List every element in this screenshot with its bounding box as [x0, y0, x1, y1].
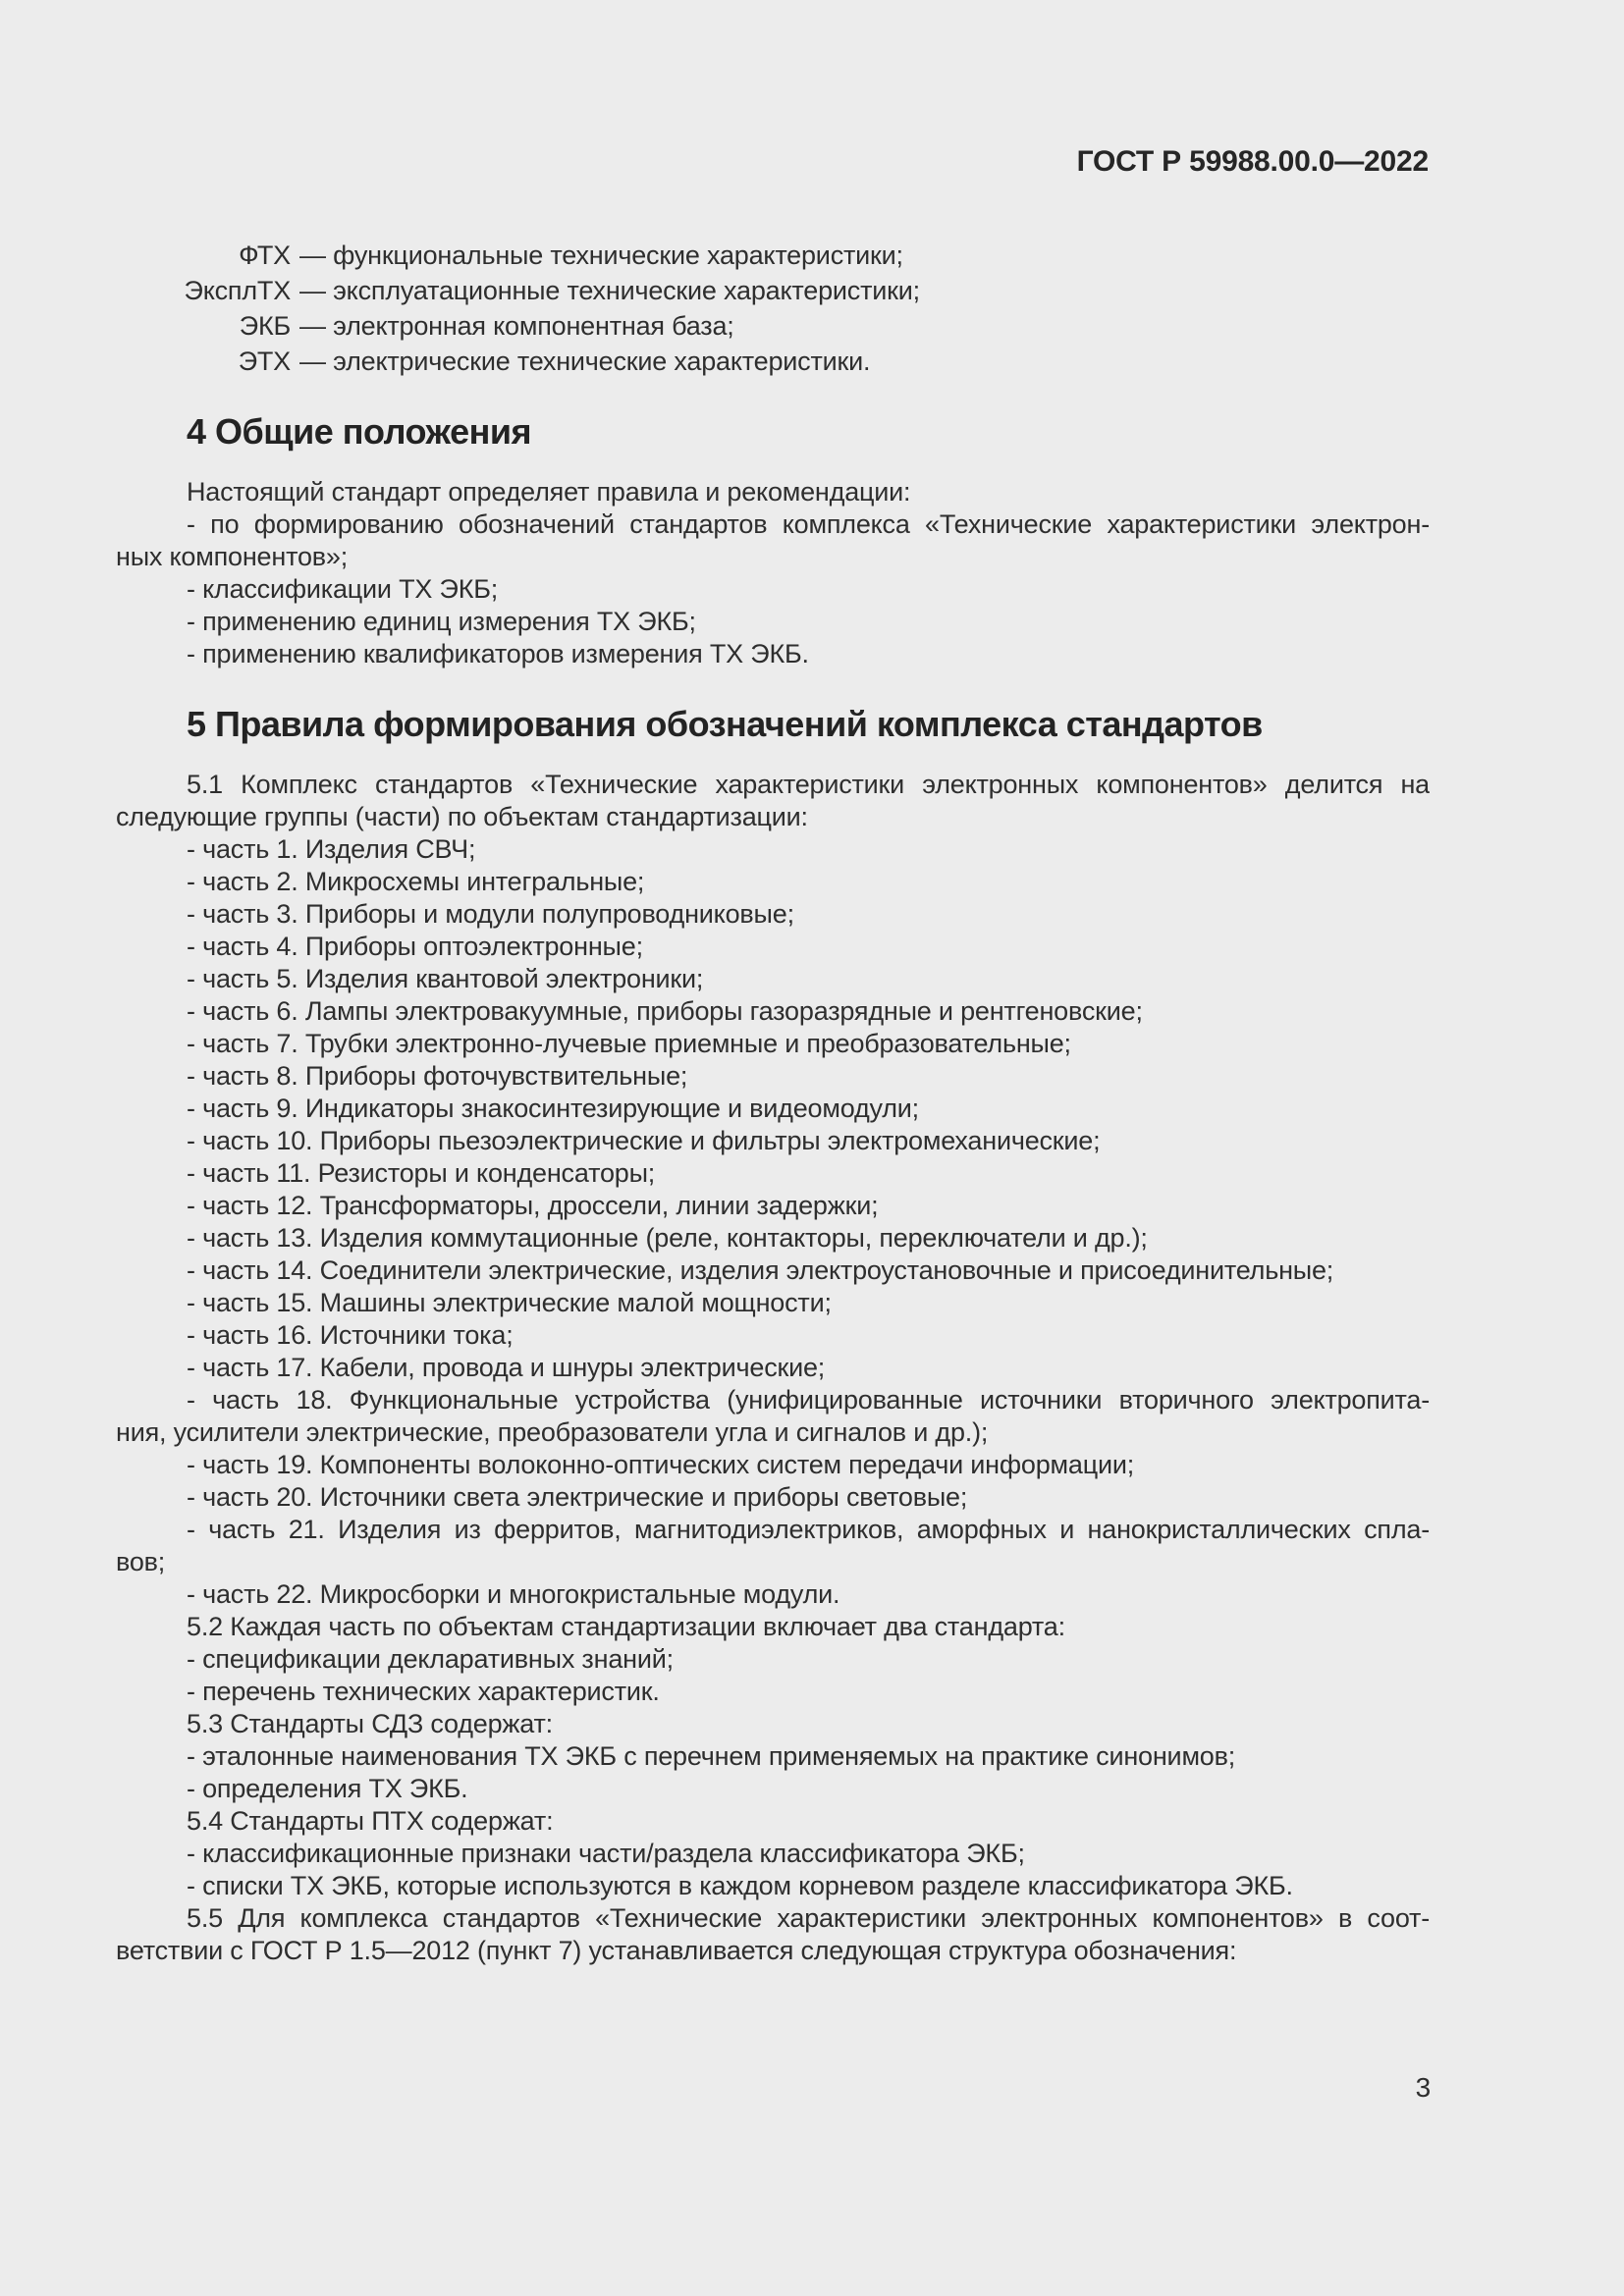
text-line: - часть 20. Источники света электрические и приборы световые; [187, 1482, 968, 1512]
abbreviation-row [116, 273, 1430, 308]
text-line: - часть 6. Лампы электровакуумные, приборы газоразрядные и рентгеновские; [187, 996, 1143, 1026]
text-line: - часть 9. Индикаторы знакосинтезирующие и видеомодули; [187, 1094, 919, 1123]
abbreviation-list [116, 238, 1430, 379]
abbreviation-row [116, 238, 1430, 273]
text-line: 5.4 Стандарты ПТХ содержат: [187, 1806, 554, 1836]
abbreviation-term: ФТХ [239, 240, 291, 270]
abbreviation-definition: — электронная компонентная база; [299, 311, 734, 341]
abbreviation-term: ЭксплТХ [184, 276, 291, 305]
page-content [116, 0, 1430, 1967]
text-line: - часть 5. Изделия квантовой электроники; [187, 964, 704, 993]
abbreviation-definition: — эксплуатационные технические характеристики; [299, 276, 920, 305]
text-line: 5.2 Каждая часть по объектам стандартизации включает два стандарта: [187, 1612, 1065, 1641]
text-line: - часть 19. Компоненты волоконно-оптических систем передачи информации; [187, 1450, 1135, 1479]
text-line: - часть 3. Приборы и модули полупроводниковые; [187, 899, 794, 929]
text-line: - часть 12. Трансформаторы, дроссели, линии задержки; [187, 1191, 879, 1220]
text-line: 5.1 Комплекс стандартов «Технические характеристики электронных компонентов» делится на [187, 770, 1430, 799]
text-line: - часть 1. Изделия СВЧ; [187, 834, 476, 864]
document-code-header: ГОСТ Р 59988.00.0—2022 [1076, 145, 1429, 178]
text-line: - часть 15. Машины электрические малой мощности; [187, 1288, 832, 1317]
text-line: - применению квалификаторов измерения ТХ ЭКБ. [187, 639, 809, 668]
abbreviation-definition: — функциональные технические характеристики; [299, 240, 903, 270]
abbreviation-row [116, 308, 1430, 344]
text-line: - часть 22. Микросборки и многокристальные модули. [187, 1579, 840, 1609]
text-line: Настоящий стандарт определяет правила и рекомендации: [187, 477, 911, 507]
text-line: - часть 16. Источники тока; [187, 1320, 514, 1350]
text-line: - по формированию обозначений стандартов комплекса «Технические характеристики электрон- [187, 509, 1430, 539]
text-line: ных компонентов»; [116, 542, 349, 571]
text-line: - часть 10. Приборы пьезоэлектрические и фильтры электромеханические; [187, 1126, 1101, 1155]
text-line: следующие группы (части) по объектам стандартизации: [116, 802, 808, 831]
text-line: - классификационные признаки части/раздела классификатора ЭКБ; [187, 1839, 1025, 1868]
abbreviation-term: ЭТХ [238, 347, 291, 376]
text-line: - применению единиц измерения ТХ ЭКБ; [187, 607, 696, 636]
text-line: - часть 18. Функциональные устройства (унифицированные источники вторичного электропита- [187, 1385, 1430, 1415]
text-line: - классификации ТХ ЭКБ; [187, 574, 499, 604]
text-line: - часть 11. Резисторы и конденсаторы; [187, 1158, 656, 1188]
text-line: - перечень технических характеристик. [187, 1677, 660, 1706]
text-line: ветствии с ГОСТ Р 1.5—2012 (пункт 7) устанавливается следующая структура обозначения: [116, 1936, 1237, 1965]
section-4-heading: 4 Общие положения [187, 411, 531, 452]
text-line: - часть 7. Трубки электронно-лучевые приемные и преобразовательные; [187, 1029, 1071, 1058]
text-line: - часть 13. Изделия коммутационные (реле, контакторы, переключатели и др.); [187, 1223, 1148, 1253]
page-number: 3 [1415, 2072, 1431, 2103]
text-line: - списки ТХ ЭКБ, которые используются в каждом корневом разделе классификатора ЭКБ. [187, 1871, 1293, 1900]
text-line: - спецификации декларативных знаний; [187, 1644, 674, 1674]
text-line: 5.3 Стандарты СДЗ содержат: [187, 1709, 553, 1738]
text-line: вов; [116, 1547, 166, 1576]
text-line: - эталонные наименования ТХ ЭКБ с перечнем применяемых на практике синонимов; [187, 1741, 1236, 1771]
text-line: ния, усилители электрические, преобразователи угла и сигналов и др.); [116, 1417, 989, 1447]
text-line: 5.5 Для комплекса стандартов «Технические характеристики электронных компонентов» в соот- [187, 1903, 1430, 1933]
section-5-heading: 5 Правила формирования обозначений комплекса стандартов [187, 704, 1263, 744]
text-line: - часть 17. Кабели, провода и шнуры электрические; [187, 1353, 826, 1382]
abbreviation-term: ЭКБ [239, 311, 291, 341]
text-line: - часть 8. Приборы фоточувствительные; [187, 1061, 688, 1091]
abbreviation-row [116, 344, 1430, 379]
abbreviation-definition: — электрические технические характеристики. [299, 347, 871, 376]
text-line: - часть 21. Изделия из ферритов, магнитодиэлектриков, аморфных и нанокристаллических спла- [187, 1515, 1430, 1544]
text-line: - часть 4. Приборы оптоэлектронные; [187, 932, 643, 961]
text-line: - определения ТХ ЭКБ. [187, 1774, 468, 1803]
text-line: - часть 14. Соединители электрические, изделия электроустановочные и присоединительные; [187, 1255, 1334, 1285]
text-line: - часть 2. Микросхемы интегральные; [187, 867, 645, 896]
section-4-body [116, 476, 1430, 670]
section-5-body [116, 769, 1430, 1967]
